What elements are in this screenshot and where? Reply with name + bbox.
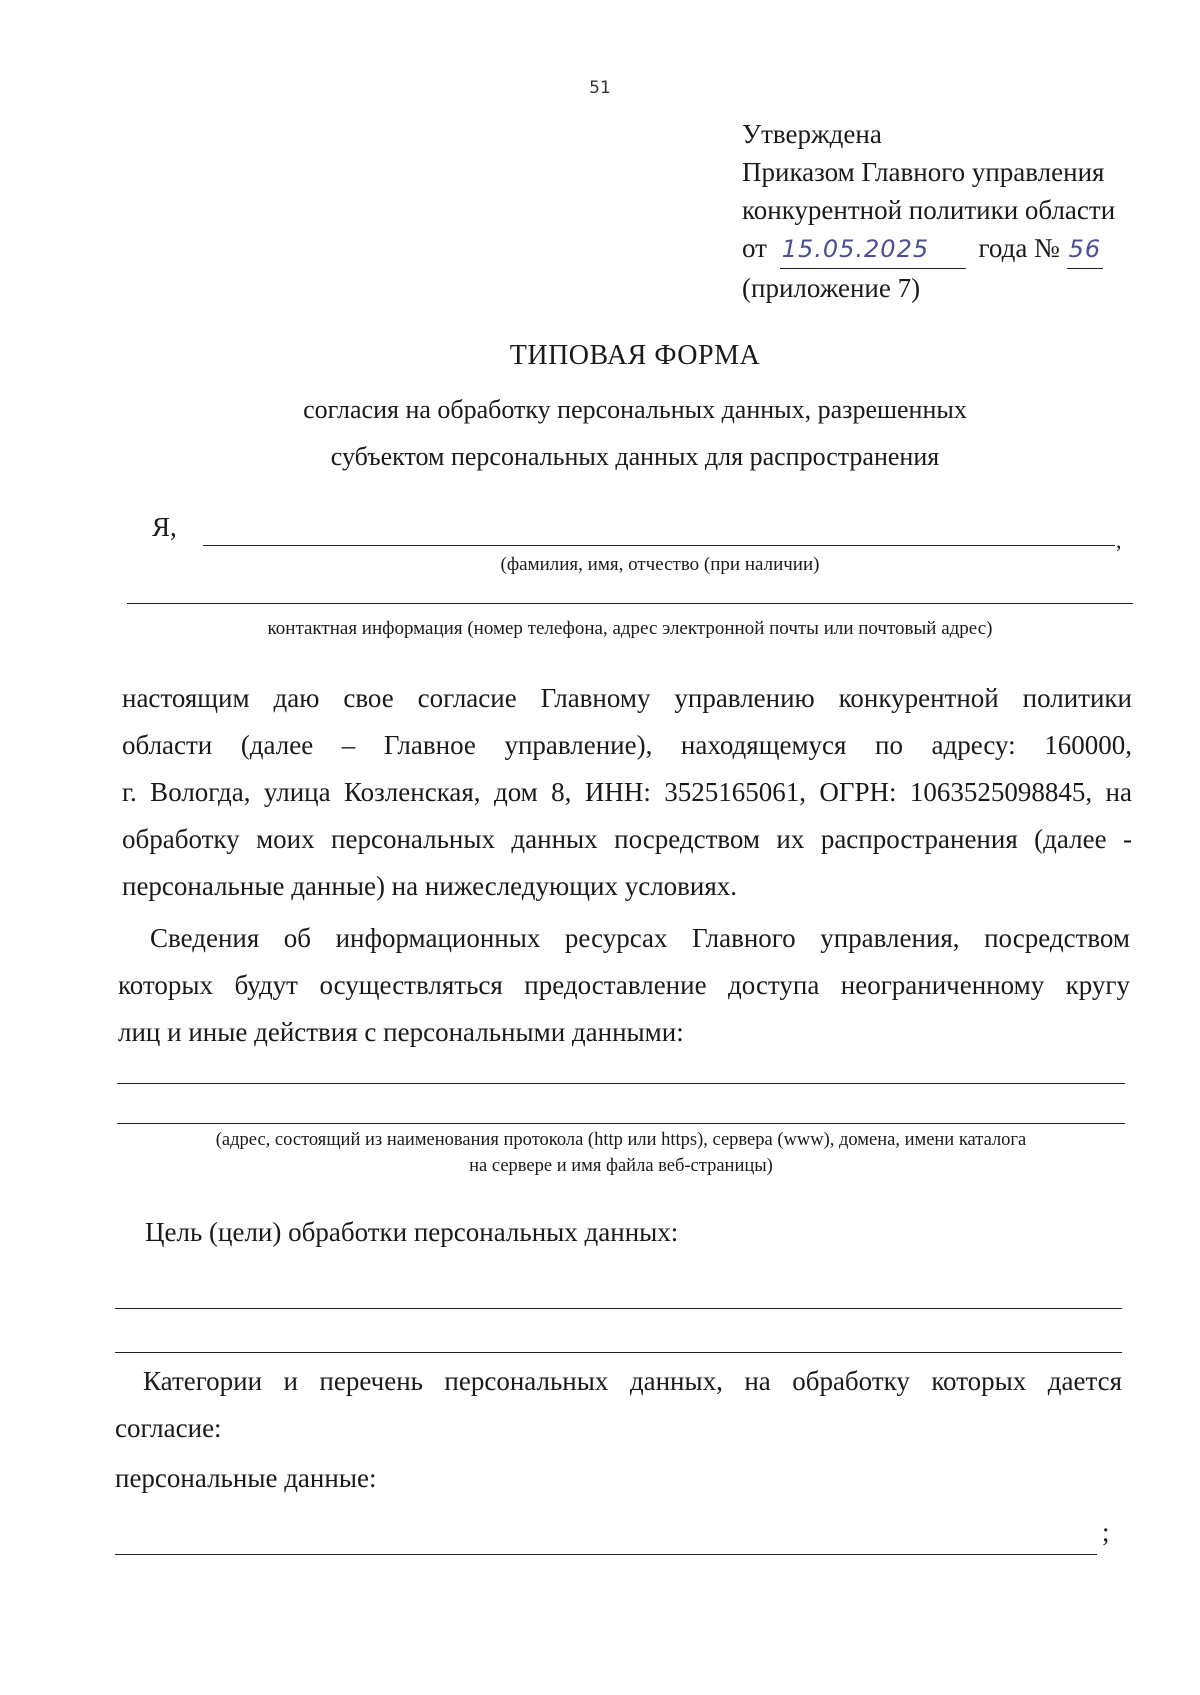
personal-data-label: персональные данные: — [115, 1463, 377, 1493]
resource-caption-line-2: на сервере и имя файла веб-страницы) — [469, 1156, 773, 1176]
categories-line-1: Категории и перечень персональных данных, на обработку которых дается — [143, 1366, 1122, 1396]
approval-line-3: конкурентной политики области — [742, 195, 1116, 225]
resource-field-line-2[interactable] — [117, 1123, 1125, 1124]
consent-line-1: настоящим даю свое согласие Главному управлению конкурентной политики — [122, 683, 1132, 713]
resources-line-3: лиц и иные действия с персональными данными: — [118, 1017, 684, 1047]
personal-data-field-line[interactable] — [115, 1554, 1097, 1555]
resources-line-1: Сведения об информационных ресурсах Главного управления, посредством — [150, 923, 1130, 953]
form-subtitle-line-2: субъектом персональных данных для распространения — [330, 442, 940, 471]
subject-prefix: Я, — [152, 512, 177, 542]
consent-line-4: обработку моих персональных данных посредством их распространения (далее - — [122, 824, 1132, 854]
consent-line-3: г. Вологда, улица Козленская, дом 8, ИНН: 3525165061, ОГРН: 1063525098845, на — [122, 777, 1132, 807]
consent-paragraph — [122, 675, 1132, 910]
resources-line-2: которых будут осуществляться предоставление доступа неограниченному кругу — [118, 970, 1130, 1000]
personal-data-semicolon: ; — [1102, 1517, 1110, 1547]
page-number: 51 — [589, 78, 611, 98]
form-title: ТИПОВАЯ ФОРМА — [509, 340, 761, 371]
form-subtitle-line-1: согласия на обработку персональных данных, разрешенных — [303, 395, 967, 424]
categories-line-2: согласие: — [115, 1413, 222, 1443]
approval-line-1: Утверждена — [742, 119, 882, 149]
approval-line-2: Приказом Главного управления — [742, 157, 1105, 187]
name-field-comma: , — [1116, 528, 1122, 553]
name-field-caption: (фамилия, имя, отчество (при наличии) — [500, 554, 820, 575]
resources-paragraph — [118, 915, 1130, 1056]
name-field-line[interactable] — [203, 545, 1115, 546]
approval-line-5: (приложение 7) — [742, 273, 921, 303]
approval-block — [742, 115, 1115, 307]
purpose-label: Цель (цели) обработки персональных данных: — [145, 1217, 679, 1247]
consent-line-5: персональные данные) на нижеследующих условиях. — [122, 871, 738, 901]
resource-caption-line-1: (адрес, состоящий из наименования протокола (http или https), сервера (www), домена, имени каталога — [215, 1130, 1027, 1150]
contact-field-line[interactable] — [127, 603, 1133, 604]
approval-date-line — [742, 229, 1115, 269]
categories-paragraph — [115, 1358, 1122, 1452]
consent-line-2: области (далее – Главное управление), находящемуся по адресу: 160000, — [122, 730, 1132, 760]
handwritten-date: 15.05.2025 — [780, 230, 966, 269]
contact-field-caption: контактная информация (номер телефона, адрес электронной почты или почтовый адрес) — [267, 618, 993, 639]
resource-field-line-1[interactable] — [117, 1083, 1125, 1084]
purpose-field-line-2[interactable] — [115, 1352, 1122, 1353]
date-suffix: года № — [978, 233, 1060, 263]
purpose-field-line-1[interactable] — [115, 1308, 1122, 1309]
handwritten-order-number: 56 — [1067, 230, 1103, 269]
date-prefix: от — [742, 233, 767, 263]
